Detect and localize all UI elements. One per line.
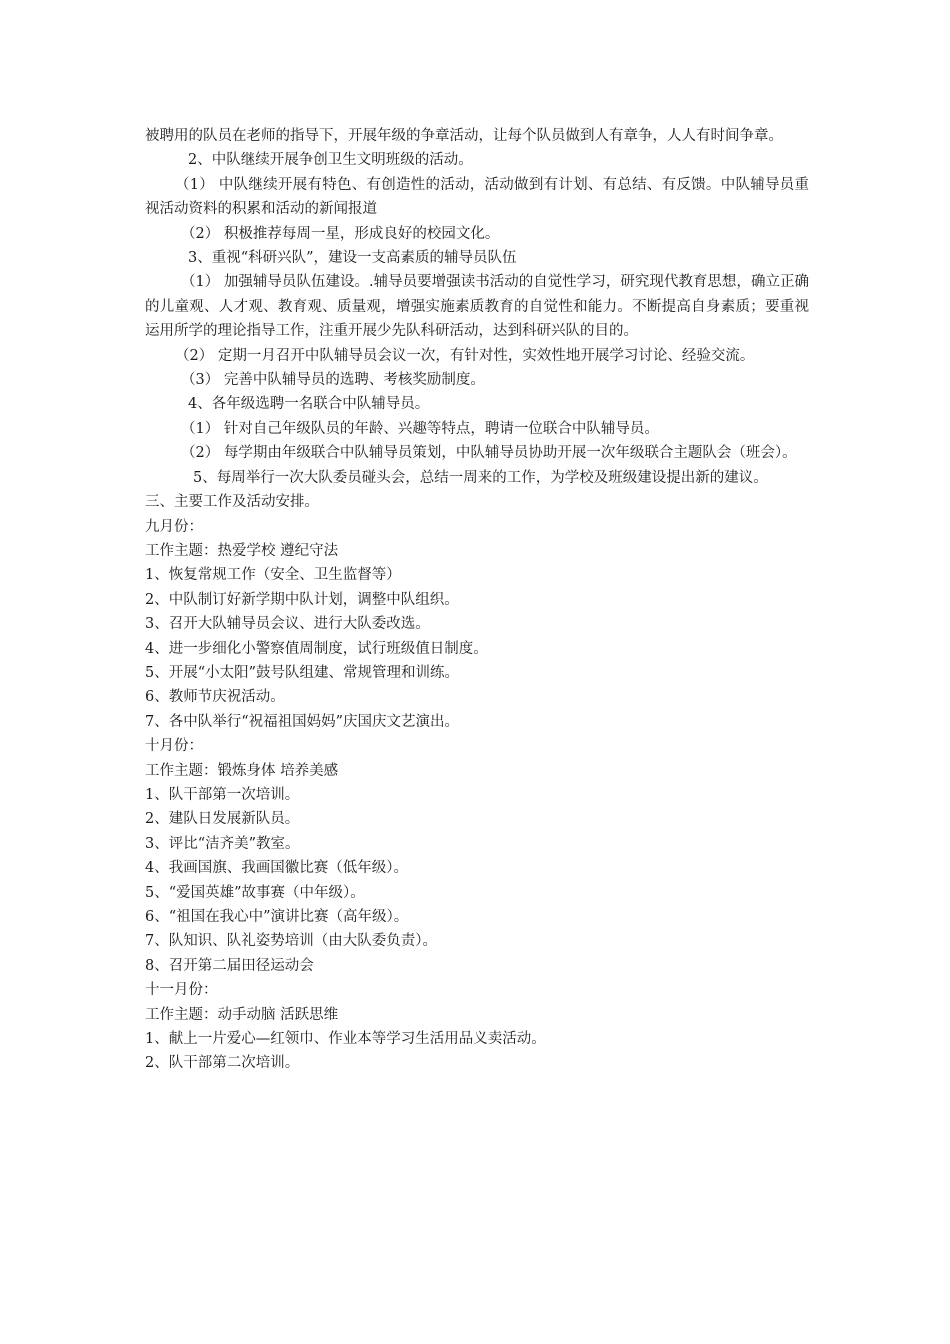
list-item: 2、中队制订好新学期中队计划，调整中队组织。 — [145, 591, 459, 608]
theme-november: 工作主题：动手动脑 活跃思维 — [145, 1006, 339, 1023]
list-item: 4、我画国旗、我画国徽比赛（低年级）。 — [145, 860, 408, 877]
paragraph-item-2-1: （1） 中队继续开展有特色、有创造性的活动，活动做到有计划、有总结、有反馈。中队辅导员重视活动资料的积累和活动的新闻报道 — [145, 176, 809, 218]
paragraph-item-3-2: （2） 定期一月召开中队辅导员会议一次，有针对性，实效性地开展学习讨论、经验交流。 — [175, 347, 755, 364]
list-item: 2、队干部第二次培训。 — [145, 1055, 300, 1072]
document-page — [145, 124, 809, 1076]
list-item: 3、召开大队辅导员会议、进行大队委改选。 — [145, 616, 430, 633]
list-item: 6、“祖国在我心中”演讲比赛（高年级）。 — [145, 909, 409, 925]
list-item: 1、恢复常规工作（安全、卫生监督等） — [145, 567, 401, 584]
theme-september: 工作主题：热爱学校 遵纪守法 — [145, 542, 339, 559]
paragraph-item-2-2: （2） 积极推荐每周一星，形成良好的校园文化。 — [181, 225, 500, 242]
paragraph-item-4: 4、各年级选聘一名联合中队辅导员。 — [188, 396, 430, 413]
theme-october: 工作主题：锻炼身体 培养美感 — [145, 762, 339, 779]
paragraph-item-3-3: （3） 完善中队辅导员的选聘、考核奖励制度。 — [181, 372, 485, 389]
paragraph-item-3: 3、重视“科研兴队”，建设一支高素质的辅导员队伍 — [188, 250, 517, 267]
list-item: 8、召开第二届田径运动会 — [145, 957, 314, 974]
paragraph-item-2: 2、中队继续开展争创卫生文明班级的活动。 — [188, 152, 473, 169]
list-item: 4、进一步细化小警察值周制度，试行班级值日制度。 — [145, 640, 488, 657]
list-item: 5、开展“小太阳”鼓号队组建、常规管理和训练。 — [145, 664, 460, 681]
paragraph-item-4-2: （2） 每学期由年级联合中队辅导员策划，中队辅导员协助开展一次年级联合主题队会（班会）。 — [181, 445, 797, 462]
list-item: 2、建队日发展新队员。 — [145, 811, 300, 828]
list-item: 1、队干部第一次培训。 — [145, 786, 300, 803]
paragraph-item-5: 5、每周举行一次大队委员碰头会，总结一周来的工作，为学校及班级建设提出新的建议。 — [193, 469, 768, 486]
month-heading-november: 十一月份： — [145, 982, 218, 999]
paragraph-continuation: 被聘用的队员在老师的指导下，开展年级的争章活动，让每个队员做到人有章争，人人有时间争章。 — [145, 128, 783, 144]
paragraph-item-4-1: （1） 针对自己年级队员的年龄、兴趣等特点，聘请一位联合中队辅导员。 — [181, 420, 659, 437]
month-heading-october: 十月份： — [145, 738, 203, 755]
list-item: 7、队知识、队礼姿势培训（由大队委负责）。 — [145, 933, 437, 950]
list-item: 3、评比“洁齐美”教室。 — [145, 835, 300, 852]
section-heading: 三、主要工作及活动安排。 — [145, 494, 319, 511]
month-heading-september: 九月份： — [145, 518, 203, 535]
list-item: 1、献上一片爱心—红领巾、作业本等学习生活用品义卖活动。 — [145, 1031, 546, 1048]
list-item: 7、各中队举行“祝福祖国妈妈”庆国庆文艺演出。 — [145, 713, 460, 730]
list-item: 6、教师节庆祝活动。 — [145, 689, 285, 706]
list-item: 5、“爱国英雄”故事赛（中年级）。 — [145, 884, 365, 901]
paragraph-item-3-1: （1） 加强辅导员队伍建设。.辅导员要增强读书活动的自觉性学习，研究现代教育思想，确立正确的儿童观、人才观、教育观、质量观，增强实施素质教育的自觉性和能力。不断提高自身素质；要重视运用所学的理论指导工作，注重开展少先队科研活动，达到科研兴队的目的。 — [145, 274, 809, 340]
